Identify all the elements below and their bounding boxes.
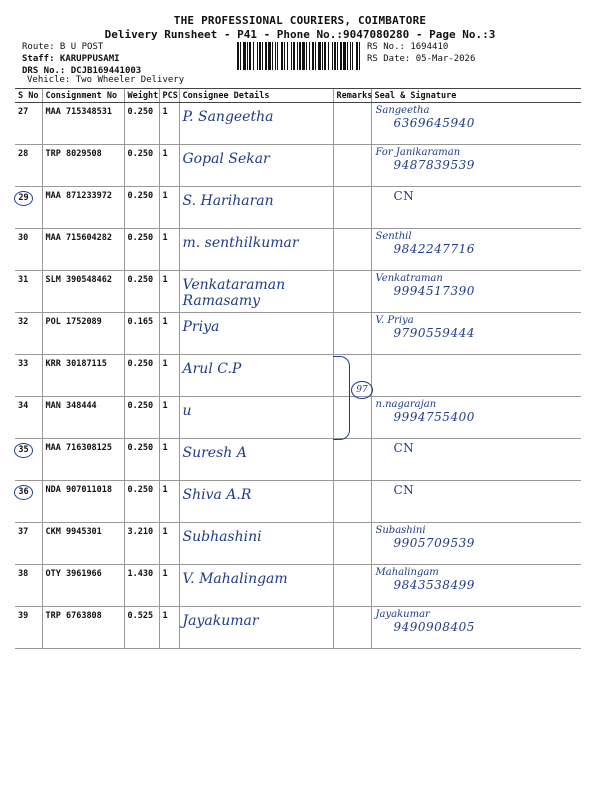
col-sno: S No bbox=[15, 89, 42, 103]
vehicle-label: Vehicle: Two Wheeler Delivery bbox=[27, 75, 185, 85]
row-weight: 0.250 bbox=[124, 229, 159, 271]
row-consignee: Gopal Sekar bbox=[179, 145, 333, 187]
row-consignment: CKM 9945301 bbox=[42, 523, 124, 565]
row-pcs: 1 bbox=[159, 271, 179, 313]
table-row bbox=[15, 145, 581, 187]
table-row bbox=[15, 355, 581, 397]
row-consignment: SLM 390548462 bbox=[42, 271, 124, 313]
row-consignee: S. Hariharan bbox=[179, 187, 333, 229]
table-row bbox=[15, 523, 581, 565]
row-remarks bbox=[333, 523, 371, 565]
signature-name: V. Priya bbox=[375, 315, 414, 326]
row-weight: 1.430 bbox=[124, 565, 159, 607]
row-signature bbox=[371, 397, 581, 439]
row-consignment: KRR 30187115 bbox=[42, 355, 124, 397]
staff-label: Staff: KARUPPUSAMI bbox=[22, 54, 120, 64]
signature-name: Venkatraman bbox=[375, 273, 443, 284]
row-pcs: 1 bbox=[159, 355, 179, 397]
row-sno: 38 bbox=[15, 565, 42, 607]
table-row bbox=[15, 565, 581, 607]
runsheet-title: Delivery Runsheet - P41 - Phone No.:9047080280 - Page No.:3 bbox=[104, 28, 496, 41]
row-consignment: NDA 907011018 bbox=[42, 481, 124, 523]
row-consignee: u bbox=[179, 397, 333, 439]
runsheet-table bbox=[15, 88, 581, 649]
signature-name: Senthil bbox=[375, 231, 412, 242]
row-signature bbox=[371, 313, 581, 355]
barcode bbox=[236, 42, 364, 70]
row-weight: 0.250 bbox=[124, 355, 159, 397]
row-sno: 33 bbox=[15, 355, 42, 397]
row-remarks bbox=[333, 607, 371, 649]
col-signature: Seal & Signature bbox=[371, 89, 581, 103]
row-sno: 34 bbox=[15, 397, 42, 439]
row-weight: 0.165 bbox=[124, 313, 159, 355]
row-remarks bbox=[333, 229, 371, 271]
signature-phone: CN bbox=[393, 189, 415, 203]
route-label: Route: B U POST bbox=[22, 42, 104, 52]
row-sno: 28 bbox=[15, 145, 42, 187]
row-signature bbox=[371, 523, 581, 565]
signature-phone: 9905709539 bbox=[393, 536, 475, 550]
row-sno bbox=[15, 481, 42, 523]
signature-phone: 9487839539 bbox=[393, 158, 475, 172]
row-consignment: MAA 715348531 bbox=[42, 103, 124, 145]
table-row bbox=[15, 481, 581, 523]
row-weight: 0.250 bbox=[124, 187, 159, 229]
grouping-brace bbox=[333, 356, 350, 440]
signature-phone: 9843538499 bbox=[393, 578, 475, 592]
row-consignee: Shiva A.R bbox=[179, 481, 333, 523]
col-remarks: Remarks bbox=[333, 89, 371, 103]
table-header-row bbox=[15, 89, 581, 103]
signature-name: Jayakumar bbox=[375, 609, 430, 620]
signature-phone: 9790559444 bbox=[393, 326, 475, 340]
row-sno: 30 bbox=[15, 229, 42, 271]
row-pcs: 1 bbox=[159, 313, 179, 355]
row-weight: 0.525 bbox=[124, 607, 159, 649]
drs-label: DRS No.: DCJB169441003 bbox=[22, 66, 142, 76]
table-row bbox=[15, 103, 581, 145]
row-sno: 37 bbox=[15, 523, 42, 565]
row-signature bbox=[371, 439, 581, 481]
row-sno: 31 bbox=[15, 271, 42, 313]
signature-phone: 9842247716 bbox=[393, 242, 475, 256]
row-consignment: TRP 6763808 bbox=[42, 607, 124, 649]
row-sno: 32 bbox=[15, 313, 42, 355]
row-consignee: Priya bbox=[179, 313, 333, 355]
circled-sno: 36 bbox=[14, 485, 33, 500]
row-remarks bbox=[333, 145, 371, 187]
row-weight: 0.250 bbox=[124, 271, 159, 313]
row-consignment: POL 1752089 bbox=[42, 313, 124, 355]
row-consignee: Suresh A bbox=[179, 439, 333, 481]
row-weight: 0.250 bbox=[124, 103, 159, 145]
table-row bbox=[15, 313, 581, 355]
signature-name: Sangeetha bbox=[375, 105, 430, 116]
col-consignee: Consignee Details bbox=[179, 89, 333, 103]
signature-name: Subashini bbox=[375, 525, 426, 536]
row-pcs: 1 bbox=[159, 103, 179, 145]
company-name: THE PROFESSIONAL COURIERS, COIMBATORE bbox=[173, 14, 427, 27]
row-weight: 0.250 bbox=[124, 145, 159, 187]
row-pcs: 1 bbox=[159, 439, 179, 481]
row-pcs: 1 bbox=[159, 565, 179, 607]
row-signature bbox=[371, 355, 581, 397]
table-row bbox=[15, 187, 581, 229]
circled-sno: 29 bbox=[14, 191, 33, 206]
row-signature bbox=[371, 187, 581, 229]
row-remarks bbox=[333, 313, 371, 355]
rs-number: RS No.: 1694410 bbox=[367, 42, 449, 52]
row-remarks bbox=[333, 271, 371, 313]
table-row bbox=[15, 439, 581, 481]
row-pcs: 1 bbox=[159, 607, 179, 649]
row-pcs: 1 bbox=[159, 481, 179, 523]
signature-phone: 9994517390 bbox=[393, 284, 475, 298]
row-consignment: MAA 871233972 bbox=[42, 187, 124, 229]
row-consignment: MAN 348444 bbox=[42, 397, 124, 439]
table-row bbox=[15, 271, 581, 313]
row-consignee: Subhashini bbox=[179, 523, 333, 565]
col-consignment: Consignment No bbox=[42, 89, 124, 103]
col-pcs: PCS bbox=[159, 89, 179, 103]
row-remarks bbox=[333, 187, 371, 229]
signature-phone: CN bbox=[393, 483, 415, 497]
row-signature bbox=[371, 145, 581, 187]
row-signature bbox=[371, 103, 581, 145]
signature-phone: 9490908405 bbox=[393, 620, 475, 634]
table-row bbox=[15, 229, 581, 271]
circled-sno: 35 bbox=[14, 443, 33, 458]
row-consignment: OTY 3961966 bbox=[42, 565, 124, 607]
table-row bbox=[15, 607, 581, 649]
table-row bbox=[15, 397, 581, 439]
row-signature bbox=[371, 481, 581, 523]
row-weight: 0.250 bbox=[124, 397, 159, 439]
row-consignee: Venkataraman Ramasamy bbox=[179, 271, 333, 313]
row-pcs: 1 bbox=[159, 523, 179, 565]
row-consignee: m. senthilkumar bbox=[179, 229, 333, 271]
row-consignee: Jayakumar bbox=[179, 607, 333, 649]
row-sno: 27 bbox=[15, 103, 42, 145]
signature-name: For Janikaraman bbox=[375, 147, 461, 158]
row-consignment: MAA 716308125 bbox=[42, 439, 124, 481]
row-pcs: 1 bbox=[159, 229, 179, 271]
rs-date: RS Date: 05-Mar-2026 bbox=[367, 54, 476, 64]
row-remarks bbox=[333, 481, 371, 523]
row-weight: 0.250 bbox=[124, 481, 159, 523]
row-sno bbox=[15, 439, 42, 481]
row-consignee: V. Mahalingam bbox=[179, 565, 333, 607]
row-weight: 0.250 bbox=[124, 439, 159, 481]
row-consignment: MAA 715604282 bbox=[42, 229, 124, 271]
row-remarks bbox=[333, 565, 371, 607]
row-signature bbox=[371, 271, 581, 313]
row-signature bbox=[371, 229, 581, 271]
signature-phone: 9994755400 bbox=[393, 410, 475, 424]
row-remarks bbox=[333, 103, 371, 145]
row-remarks bbox=[333, 439, 371, 481]
row-pcs: 1 bbox=[159, 397, 179, 439]
row-signature bbox=[371, 607, 581, 649]
signature-name: Mahalingam bbox=[375, 567, 439, 578]
signature-name: n.nagarajan bbox=[375, 399, 437, 410]
row-sno: 39 bbox=[15, 607, 42, 649]
col-weight: Weight bbox=[124, 89, 159, 103]
signature-phone: CN bbox=[393, 441, 415, 455]
row-signature bbox=[371, 565, 581, 607]
row-pcs: 1 bbox=[159, 145, 179, 187]
signature-phone: 6369645940 bbox=[393, 116, 475, 130]
row-sno bbox=[15, 187, 42, 229]
brace-note: 97 bbox=[351, 381, 373, 399]
row-consignee: P. Sangeetha bbox=[179, 103, 333, 145]
row-pcs: 1 bbox=[159, 187, 179, 229]
row-consignment: TRP 8029508 bbox=[42, 145, 124, 187]
row-consignee: Arul C.P bbox=[179, 355, 333, 397]
row-weight: 3.210 bbox=[124, 523, 159, 565]
